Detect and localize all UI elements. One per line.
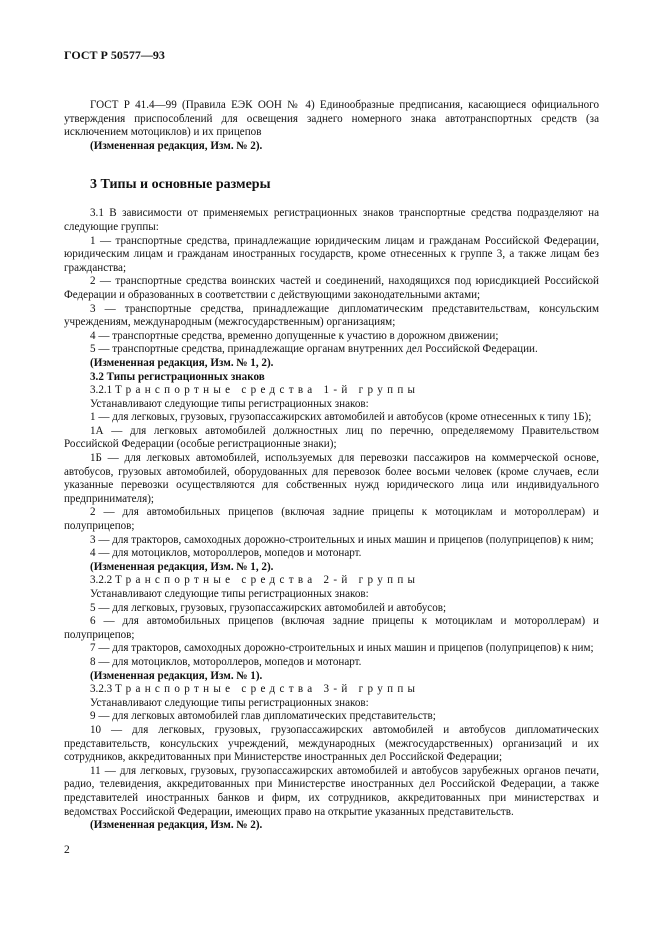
plate-type-item: 8 — для мотоциклов, мотороллеров, мопедов и мотонарт. bbox=[90, 655, 362, 668]
amendment-note: (Измененная редакция, Изм. № 2). bbox=[90, 819, 263, 832]
subsection-heading-text: Транспортные средства 2-й группы bbox=[114, 574, 420, 587]
plate-type-item: 2 — для автомобильных прицепов (включая задние прицепы к мотоциклам и мотороллерам) и полуприцепов; bbox=[64, 506, 599, 533]
document-header: ГОСТ Р 50577—93 bbox=[64, 48, 165, 62]
plate-type-item: 5 — для легковых, грузовых, грузопассажирских автомобилей и автобусов; bbox=[90, 601, 447, 614]
paragraph-3-1: 3.1 В зависимости от применяемых регистрационных знаков транспортные средства подразделяют на следующие группы: bbox=[64, 207, 599, 233]
plate-type-item: 11 — для легковых, грузовых, грузопассажирских автомобилей и автобусов зарубежных органов печати, радио, телевидения, аккредитованных при Министерстве иностранных дел Российской Федерации, а также представителей иностранных банков и фирм, их сотрудников, аккредитованных при министерствах и ведомствах Российской Федерации, имеющих право на открытие указанных представительств. bbox=[64, 764, 599, 818]
plate-type-item: 10 — для легковых, грузовых, грузопассажирских автомобилей и автобусов дипломатических представительств, консульских учреждений, международных (межгосударственных) организаций и их сотрудников, аккредитованных при Министерстве иностранных дел Российской Федерации; bbox=[64, 723, 599, 764]
subsection-heading bbox=[64, 384, 599, 398]
amendment-note: (Измененная редакция, Изм. № 2). bbox=[90, 139, 263, 152]
plate-type-item: 6 — для автомобильных прицепов (включая задние прицепы к мотоциклам и мотороллерам) и полуприцепов; bbox=[64, 615, 599, 641]
subsection-heading bbox=[64, 683, 599, 697]
plate-type-item: 9 — для легковых автомобилей глав дипломатических представительств; bbox=[90, 710, 436, 723]
group-item: 5 — транспортные средства, принадлежащие органам внутренних дел Российской Федерации. bbox=[90, 343, 538, 356]
lead-text: Устанавливают следующие типы регистрационных знаков: bbox=[90, 696, 369, 709]
plate-type-item: 4 — для мотоциклов, мотороллеров, мопедов и мотонарт. bbox=[90, 547, 362, 560]
amendment-note: (Измененная редакция, Изм. № 1). bbox=[90, 669, 263, 682]
lead-text: Устанавливают следующие типы регистрационных знаков: bbox=[90, 397, 369, 410]
plate-type-item: 7 — для тракторов, самоходных дорожно-строительных и иных машин и прицепов (полуприцепов) к ним; bbox=[90, 642, 594, 655]
group-item: 4 — транспортные средства, временно допущенные к участию в дорожном движении; bbox=[90, 329, 499, 342]
page-number: 2 bbox=[64, 844, 70, 856]
subsection-heading bbox=[64, 574, 599, 588]
group-item: 3 — транспортные средства, принадлежащие дипломатическим представительствам, консульским учреждениям, международным (межгосударственным) организациям; bbox=[64, 302, 599, 329]
plate-type-item: 1 — для легковых, грузовых, грузопассажирских автомобилей и автобусов (кроме отнесенных к типу 1Б); bbox=[90, 411, 592, 424]
amendment-note: (Измененная редакция, Изм. № 1, 2). bbox=[90, 560, 274, 573]
subsection-heading-text: Транспортные средства 3-й группы bbox=[114, 683, 420, 696]
amendment-note: (Измененная редакция, Изм. № 1, 2). bbox=[90, 356, 274, 369]
plate-type-item: 1А — для легковых автомобилей должностных лиц по перечню, определяемому Правительством Российской Федерации (особые регистрационные знаки); bbox=[64, 424, 599, 451]
subsection-title: 3.2 Типы регистрационных знаков bbox=[90, 370, 265, 383]
subsection-number: 3.2.2 bbox=[90, 574, 113, 587]
subsection-heading-text: Транспортные средства 1-й группы bbox=[114, 384, 420, 397]
plate-type-item: 3 — для тракторов, самоходных дорожно-строительных и иных машин и прицепов (полуприцепов) к ним; bbox=[90, 533, 594, 546]
plate-type-item: 1Б — для легковых автомобилей, используемых для перевозки пассажиров на коммерческой основе, автобусов, грузовых автомобилей, оборудованных для перевозок более восьми человек (кроме случаев, если указанные перевозки осуществляются для собственных нужд юридического лица или индивидуального предпринимателя); bbox=[64, 452, 599, 505]
group-item: 1 — транспортные средства, принадлежащие юридическим лицам и гражданам Российской Федерации, юридическим лицам и гражданам иностранных государств, кроме отнесенных к группе 3, а также лицам без гражданства; bbox=[64, 234, 599, 274]
subsection-number: 3.2.1 bbox=[90, 384, 113, 397]
group-item: 2 — транспортные средства воинских частей и соединений, находящихся под юрисдикцией Российской Федерации и образованных в соответствии с действующими законодательными актами; bbox=[64, 275, 599, 301]
subsection-number: 3.2.3 bbox=[90, 683, 113, 696]
document-body bbox=[64, 99, 599, 833]
section-title: 3 Типы и основные размеры bbox=[90, 177, 271, 193]
reference-paragraph: ГОСТ Р 41.4—99 (Правила ЕЭК ООН № 4) Единообразные предписания, касающиеся официального утверждения приспособлений для освещения заднего номерного знака автотранспортных средств (за исключением мотоциклов) и их прицепов bbox=[64, 99, 599, 139]
lead-text: Устанавливают следующие типы регистрационных знаков: bbox=[90, 588, 369, 600]
